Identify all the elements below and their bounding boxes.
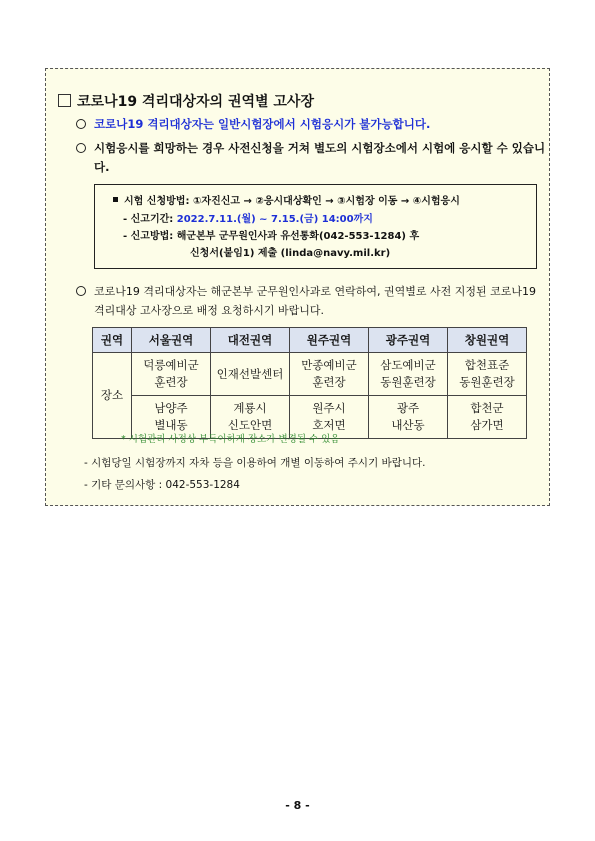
dash-item-inquiry: - 기타 문의사항 : 042-553-1284 [84, 479, 240, 491]
table-header-cell: 권역 [93, 328, 132, 353]
how-line-2: 신청서(붙임1) 제출 (linda@navy.mil.kr) [190, 248, 391, 259]
location-cell: 합천군 삼가면 [448, 396, 527, 439]
venue-cell: 만종예비군 훈련장 [290, 353, 369, 396]
bullet-apply-separate: 시험응시를 희망하는 경우 사전신청을 거쳐 별도의 시험장소에서 시험에 응시할 수 있습니다. [76, 139, 546, 177]
table-header-cell: 광주권역 [369, 328, 448, 353]
bullet-ineligible: 코로나19 격리대상자는 일반시험장에서 시험응시가 불가능합니다. [76, 115, 546, 134]
venue-cell: 덕릉예비군 훈련장 [132, 353, 211, 396]
dash-item-transport: - 시험당일 시험장까지 자차 등을 이용하여 개별 이동하여 주시기 바랍니다. [84, 457, 426, 469]
table-row-venue [93, 353, 527, 396]
covid-exam-notice-panel [45, 68, 550, 506]
location-cell: 원주시 호저면 [290, 396, 369, 439]
circle-bullet-icon [76, 286, 86, 296]
table-header-row [93, 328, 527, 353]
venue-cell: 합천표준 동원훈련장 [448, 353, 527, 396]
location-cell: 남양주 별내동 [132, 396, 211, 439]
circle-bullet-icon [76, 143, 86, 153]
venue-cell: 삼도예비군 동원훈련장 [369, 353, 448, 396]
row-label-cell: 장소 [93, 353, 132, 439]
section-title: 코로나19 격리대상자의 권역별 고사장 [58, 91, 314, 111]
method-line: 시험 신청방법: ①자진신고 → ②응시대상확인 → ③시험장 이동 → ④시험응시 [113, 193, 460, 210]
venue-change-note: * 시험관리 사정상 부득이하게 장소가 변경될 수 있음 [121, 434, 340, 445]
square-bullet-icon [113, 197, 118, 202]
table-header-cell: 서울권역 [132, 328, 211, 353]
table-header-cell: 대전권역 [211, 328, 290, 353]
table-header-cell: 원주권역 [290, 328, 369, 353]
how-line: - 신고방법: 해군본부 군무원인사과 유선통화(042-553-1284) 후 [123, 231, 420, 242]
period-line: - 신고기간: 2022.7.11.(월) ~ 7.15.(금) 14:00까지 [123, 214, 373, 225]
checkbox-square-icon [58, 94, 71, 107]
location-cell: 광주 내산동 [369, 396, 448, 439]
regional-venue-table [92, 327, 527, 439]
bullet-contact-navy: 코로나19 격리대상자는 해군본부 군무원인사과로 연락하여, 권역별로 사전 지정된 코로나19 격리대상 고사장으로 배정 요청하시기 바랍니다. [76, 282, 546, 320]
application-method-box [94, 184, 537, 269]
location-cell: 계룡시 신도안면 [211, 396, 290, 439]
venue-cell: 인재선발센터 [211, 353, 290, 396]
circle-bullet-icon [76, 119, 86, 129]
table-header-cell: 창원권역 [448, 328, 527, 353]
page-number: - 8 - [285, 799, 310, 812]
